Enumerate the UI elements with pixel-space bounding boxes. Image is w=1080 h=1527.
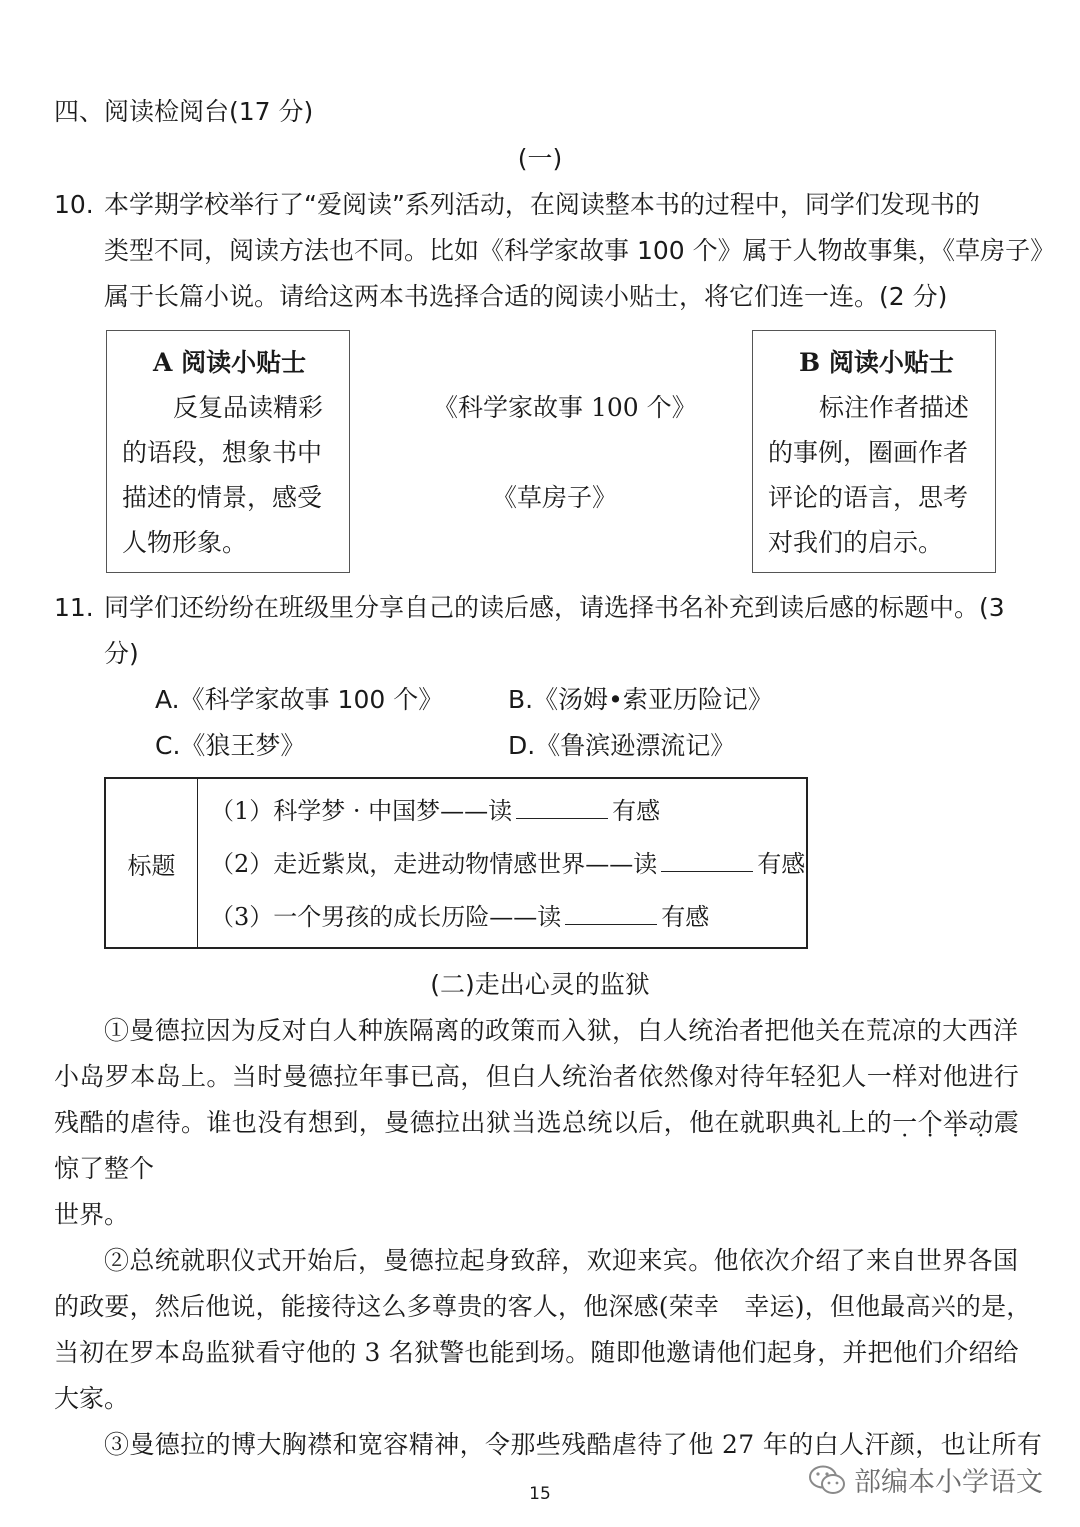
passage-line: ②总统就职仪式开始后，曼德拉起身致辞，欢迎来宾。他依次介绍了来自世界各国 xyxy=(104,1246,1019,1275)
passage-text: 残酷的虐待。谁也没有想到，曼德拉出狱当选总统以后，他在就职典礼上的 xyxy=(54,1108,893,1137)
watermark-text: 部编本小学语文 xyxy=(854,1467,1043,1498)
page-number: 15 xyxy=(529,1484,551,1504)
emphasis-char: 个 xyxy=(917,1108,944,1137)
passage-line: 当初在罗本岛监狱看守他的 3 名狱警也能到场。随即他邀请他们起身，并把他们介绍给 xyxy=(54,1338,1019,1367)
title-table-row xyxy=(210,793,660,829)
title-table xyxy=(104,777,808,949)
q10-line: 类型不同，阅读方法也不同。比如《科学家故事 100 个》属于人物故事集，《草房子》 xyxy=(104,236,1056,265)
tip-box-b-line: 的事例，圈画作者 xyxy=(768,438,969,467)
passage-text: 震 xyxy=(993,1108,1020,1137)
q10-line: 本学期学校举行了“爱阅读”系列活动，在阅读整本书的过程中，同学们发现书的 xyxy=(104,190,980,219)
passage-line: 的政要，然后他说，能接待这么多尊贵的客人，他深感(荣幸 幸运)，但他最高兴的是， xyxy=(54,1292,1032,1321)
answer-blank[interactable] xyxy=(516,793,608,819)
tip-box-b xyxy=(752,330,996,573)
passage-line xyxy=(54,1105,1019,1141)
part2-title: (二)走出心灵的监狱 xyxy=(430,970,650,999)
row-suffix: 有感 xyxy=(661,903,710,931)
part1-title: (一) xyxy=(517,144,563,173)
section-title: 四、阅读检阅台(17 分) xyxy=(54,97,314,126)
passage-line: ①曼德拉因为反对白人种族隔离的政策而入狱，白人统治者把他关在荒凉的大西洋 xyxy=(104,1016,1019,1045)
passage-line: 惊了整个 xyxy=(54,1154,155,1183)
tip-box-a-heading: A 阅读小贴士 xyxy=(153,348,307,377)
row-suffix: 有感 xyxy=(612,797,661,825)
q11-line: 分) xyxy=(104,639,139,668)
passage-line: ③曼德拉的博大胸襟和宽容精神，令那些残酷虐待了他 27 年的白人汗颜，也让所有 xyxy=(104,1430,1043,1459)
q10-number: 10. xyxy=(54,190,94,219)
row-prefix: （3）一个男孩的成长历险——读 xyxy=(210,903,562,931)
title-table-row xyxy=(210,899,709,935)
option-a: A.《科学家故事 100 个》 xyxy=(155,685,444,714)
q11-line: 同学们还纷纷在班级里分享自己的读后感，请选择书名补充到读后感的标题中。(3 xyxy=(104,593,1005,622)
tip-box-a xyxy=(106,330,350,573)
answer-blank[interactable] xyxy=(661,846,753,872)
tip-box-b-heading: B 阅读小贴士 xyxy=(799,348,954,377)
tip-box-a-line: 反复品读精彩 xyxy=(173,393,324,422)
book-science-stories: 《科学家故事 100 个》 xyxy=(433,393,697,422)
tip-box-b-line: 标注作者描述 xyxy=(819,393,970,422)
tip-box-a-line: 描述的情景，感受 xyxy=(122,483,323,512)
q10-line: 属于长篇小说。请给这两本书选择合适的阅读小贴士，将它们连一连。(2 分) xyxy=(104,282,948,311)
passage-line: 大家。 xyxy=(54,1384,130,1413)
tip-box-a-line: 的语段，想象书中 xyxy=(122,438,323,467)
tip-box-b-line: 评论的语言，思考 xyxy=(768,483,969,512)
title-table-row xyxy=(210,846,805,882)
book-straw-house: 《草房子》 xyxy=(492,483,618,512)
q11-number: 11. xyxy=(54,593,94,622)
passage-line: 小岛罗本岛上。当时曼德拉年事已高，但白人统治者依然像对待年轻犯人一样对他进行 xyxy=(54,1062,1020,1091)
row-suffix: 有感 xyxy=(757,850,806,878)
emphasis-char: 举 xyxy=(943,1108,969,1137)
title-table-label: 标题 xyxy=(106,779,198,947)
option-c: C.《狼王梦》 xyxy=(155,731,306,760)
answer-blank[interactable] xyxy=(565,899,657,925)
row-prefix: （1）科学梦 · 中国梦——读 xyxy=(210,797,513,825)
option-d: D.《鲁滨逊漂流记》 xyxy=(508,731,736,760)
emphasis-char: 动 xyxy=(968,1108,994,1137)
row-prefix: （2）走近紫岚，走进动物情感世界——读 xyxy=(210,850,658,878)
emphasis-char: 一 xyxy=(892,1108,918,1137)
tip-box-b-line: 对我们的启示。 xyxy=(768,528,944,557)
option-b: B.《汤姆•索亚历险记》 xyxy=(508,685,773,714)
tip-box-a-line: 人物形象。 xyxy=(122,528,248,557)
passage-line: 世界。 xyxy=(54,1200,130,1229)
